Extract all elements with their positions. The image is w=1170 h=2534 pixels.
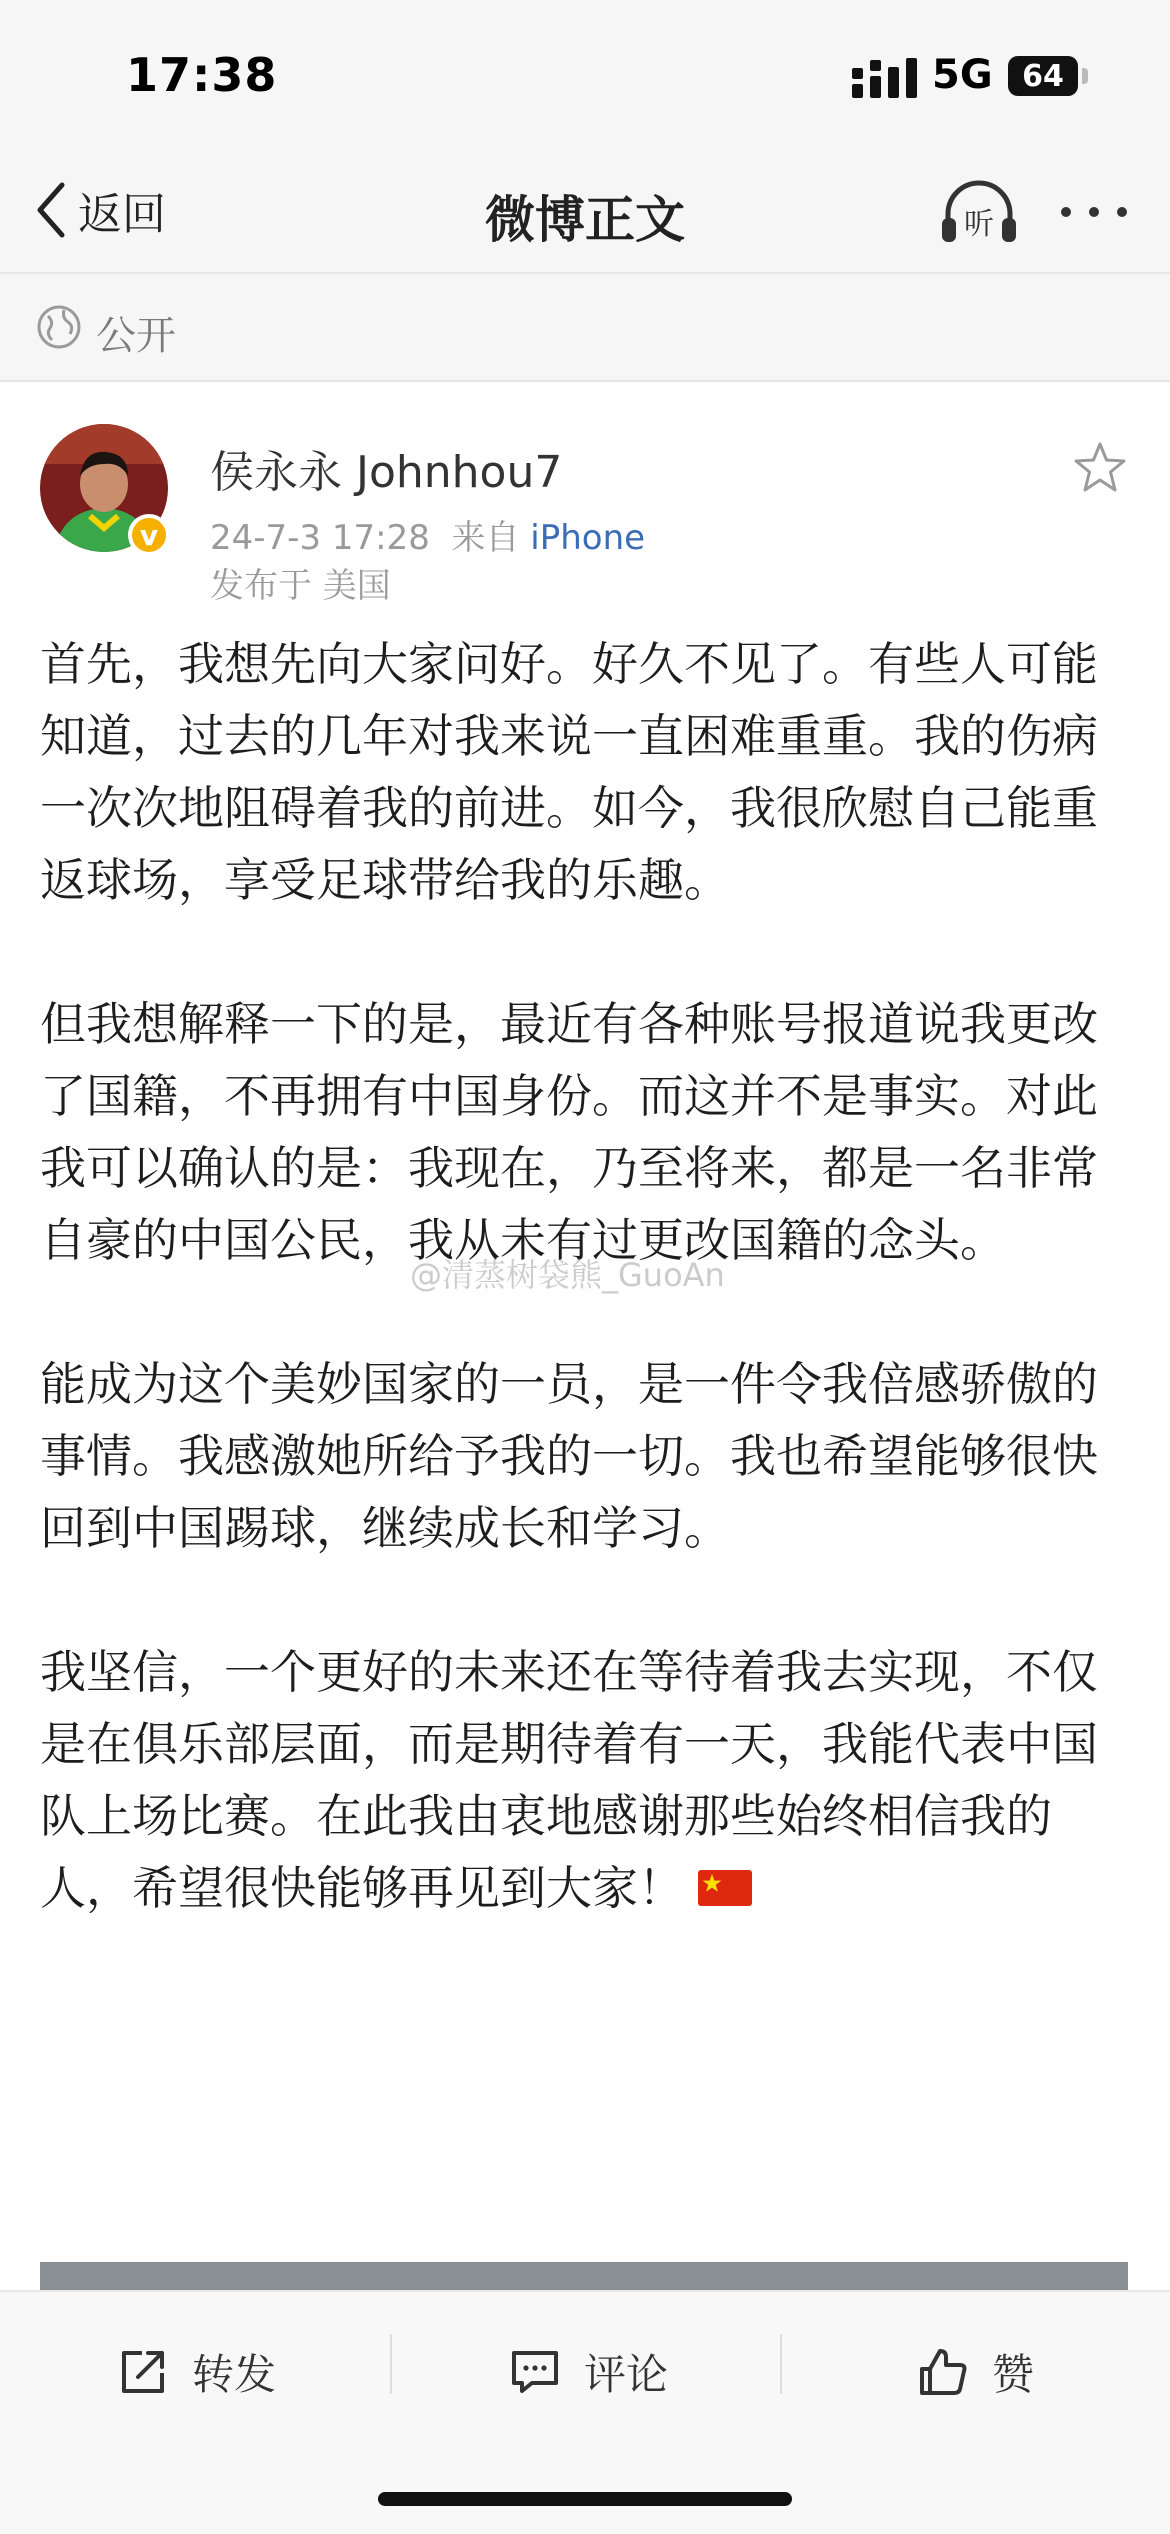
action-bar xyxy=(0,2290,1170,2534)
china-flag-icon xyxy=(698,1870,752,1906)
divider xyxy=(390,2334,392,2394)
comment-label: 评论 xyxy=(584,2350,669,2399)
more-dots-icon[interactable] xyxy=(1056,176,1132,248)
source-prefix: 来自 xyxy=(451,518,520,558)
headphones-listen-icon[interactable] xyxy=(938,176,1020,248)
repost-button[interactable] xyxy=(116,2332,276,2412)
nav-bar xyxy=(0,150,1170,274)
post-paragraph: 首先，我想先向大家问好。好久不见了。有些人可能知道，过去的几年对我来说一直困难重重。我的伤病一次次地阻碍着我的前进。如今，我很欣慰自己能重返球场，享受足球带给我的乐趣。 xyxy=(40,637,1098,907)
comment-bubble-icon xyxy=(508,2345,562,2399)
author-name[interactable]: 侯永永 Johnhou7 xyxy=(210,447,563,498)
network-type: 5G xyxy=(932,52,993,98)
watermark: @清蒸树袋熊_GuoAn xyxy=(410,1256,725,1294)
post-content xyxy=(40,628,1130,1996)
post-paragraph: 但我想解释一下的是，最近有各种账号报道说我更改了国籍，不再拥有中国身份。而这并不是事实。对此我可以确认的是：我现在，乃至将来，都是一名非常自豪的中国公民，我从未有过更改国籍的念头。 xyxy=(40,997,1098,1267)
post-meta xyxy=(210,510,645,559)
comment-button[interactable] xyxy=(508,2332,668,2412)
back-label: 返回 xyxy=(78,189,166,240)
post-paragraph-text: 我坚信，一个更好的未来还在等待着我去实现，不仅是在俱乐部层面，而是期待着有一天，我能代表中国队上场比赛。在此我由衷地感谢那些始终相信我的人，希望很快能够再见到大家！ xyxy=(40,1645,1098,1915)
battery-indicator xyxy=(1008,56,1078,96)
post-date: 24-7-3 17:28 xyxy=(210,518,430,558)
battery-cap xyxy=(1082,68,1088,84)
home-indicator[interactable] xyxy=(378,2492,792,2506)
like-button[interactable] xyxy=(916,2332,1034,2412)
repost-label: 转发 xyxy=(192,2350,277,2399)
verified-badge: v xyxy=(128,514,170,556)
page-title: 微博正文 xyxy=(485,191,685,249)
visibility-row xyxy=(0,274,1170,382)
post-location: 发布于 美国 xyxy=(210,566,391,606)
star-favorite-icon[interactable] xyxy=(1072,440,1128,496)
like-label: 赞 xyxy=(992,2350,1035,2399)
visibility-label: 公开 xyxy=(96,313,176,359)
status-time: 17:38 xyxy=(126,48,278,102)
status-bar xyxy=(0,0,1170,150)
svg-text:听: 听 xyxy=(964,207,994,242)
thumbs-up-icon xyxy=(916,2345,970,2399)
cellular-signal-icon xyxy=(852,58,918,98)
post-paragraph-last xyxy=(40,1636,1130,1924)
battery-level: 64 xyxy=(1022,58,1064,94)
post-paragraph: 能成为这个美妙国家的一员，是一件令我倍感骄傲的事情。我感激她所给予我的一切。我也希望能够很快回到中国踢球，继续成长和学习。 xyxy=(40,1357,1098,1555)
divider xyxy=(780,2334,782,2394)
globe-icon xyxy=(36,304,82,350)
source-link[interactable]: iPhone xyxy=(530,518,646,558)
share-arrow-icon xyxy=(116,2345,170,2399)
